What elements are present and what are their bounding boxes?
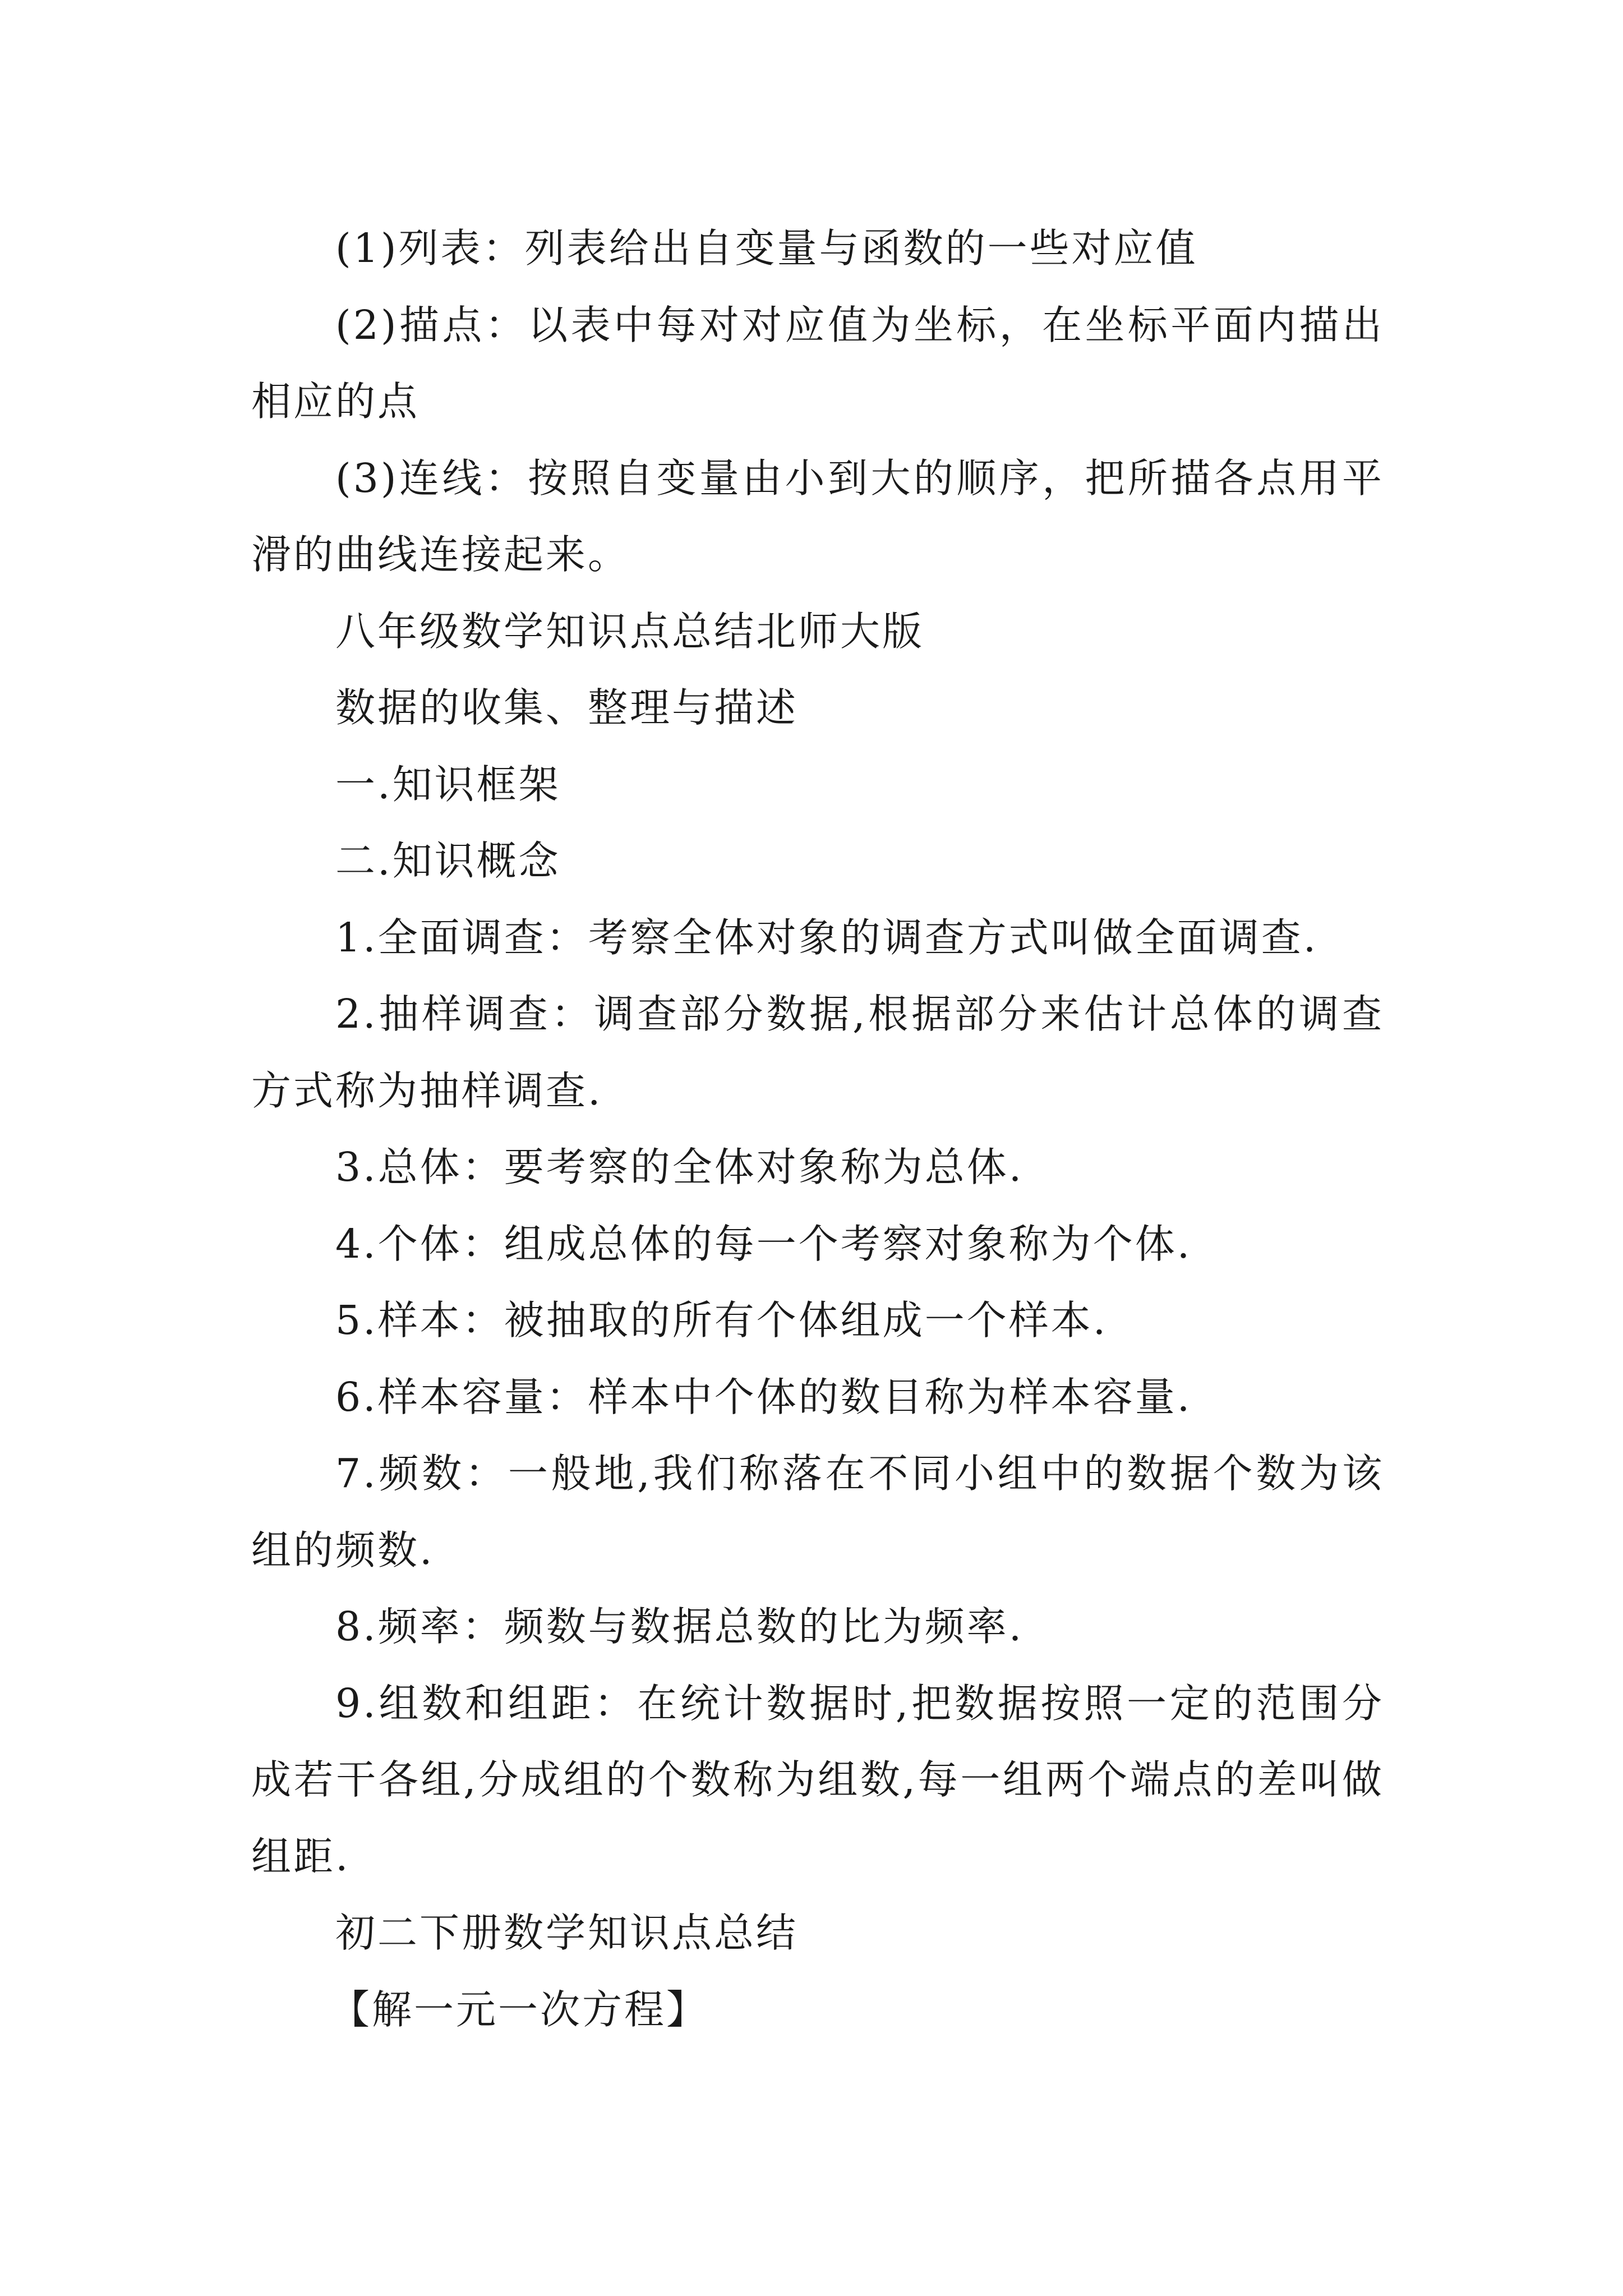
- section-title-grade8-second: 初二下册数学知识点总结: [335, 1910, 799, 1956]
- section-title: 八年级数学知识点总结北师大版: [335, 608, 925, 655]
- step-connect-line: (3)连线：按照自变量由小到大的顺序，把所描各点用平滑的曲线连接起来。: [251, 454, 1384, 578]
- concept-individual: 4.个体：组成总体的每一个考察对象称为个体.: [335, 1220, 1192, 1267]
- topic-linear-equation: 【解一元一次方程】: [330, 1986, 709, 2033]
- concept-population: 3.总体：要考察的全体对象称为总体.: [335, 1144, 1024, 1190]
- concept-group-number-interval: 9.组数和组距：在统计数据时,把数据按照一定的范围分成若干各组,分成组的个数称为组数,每一组两个端点的差叫做组距.: [251, 1680, 1384, 1880]
- heading-knowledge-concepts: 二.知识概念: [335, 838, 561, 884]
- concept-frequency-rate: 8.频率：频数与数据总数的比为频率.: [335, 1603, 1024, 1650]
- concept-sample: 5.样本：被抽取的所有个体组成一个样本.: [335, 1297, 1108, 1343]
- concept-sample-size: 6.样本容量：样本中个体的数目称为样本容量.: [335, 1373, 1192, 1420]
- step-plot-points: (2)描点：以表中每对对应值为坐标，在坐标平面内描出相应的点: [251, 301, 1384, 425]
- step-list-table: (1)列表：列表给出自变量与函数的一些对应值: [335, 225, 1198, 272]
- document-body: [251, 210, 1384, 2048]
- concept-frequency-count: 7.频数：一般地,我们称落在不同小组中的数据个数为该组的频数.: [251, 1450, 1384, 1573]
- concept-sampling: 2.抽样调查：调查部分数据,根据部分来估计总体的调查方式称为抽样调查.: [251, 991, 1384, 1114]
- chapter-title: 数据的收集、整理与描述: [335, 684, 799, 731]
- heading-knowledge-framework: 一.知识框架: [335, 761, 561, 808]
- concept-census: 1.全面调查：考察全体对象的调查方式叫做全面调查.: [335, 914, 1318, 961]
